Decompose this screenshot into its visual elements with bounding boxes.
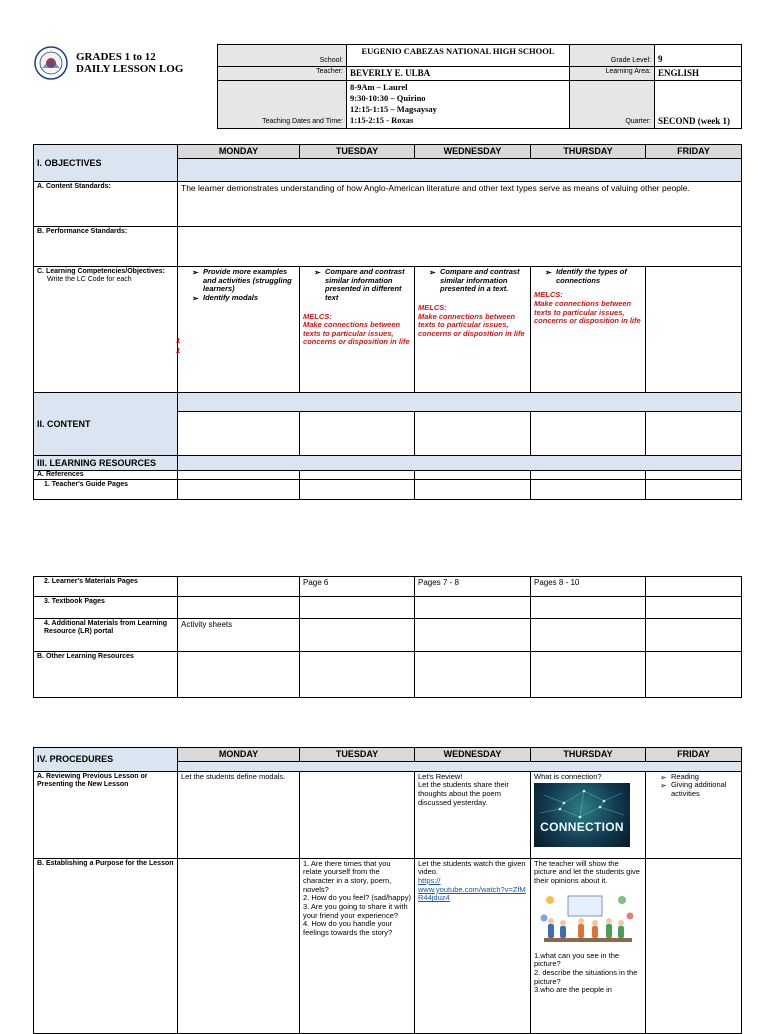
teacher-guide-label: 1. Teacher's Guide Pages <box>34 480 178 500</box>
competency-monday: ➢ Provide more examples and activities (struggling learners) ➢ Identify modals 1 1 <box>178 267 300 393</box>
competency-tuesday: ➢ Compare and contrast similar information presented in different text MELCS: Make connections between texts to particular issues, concerns or disposition in life <box>300 267 415 393</box>
references-label: A. References <box>34 471 178 480</box>
classroom-illustration <box>538 890 638 948</box>
objectives-table <box>33 144 742 500</box>
area-label: Learning Area: <box>570 67 655 81</box>
connection-image: CONNECTION <box>534 783 630 847</box>
day-tuesday: TUESDAY <box>300 145 415 159</box>
content-standards-label: A. Content Standards: <box>34 182 178 227</box>
additional-materials-label: 4. Additional Materials from Learning Resource (LR) portal <box>34 619 178 652</box>
proc-day-friday: FRIDAY <box>646 748 742 762</box>
lesson-log-title: GRADES 1 to 12 DAILY LESSON LOG <box>76 51 184 75</box>
textbook-label: 3. Textbook Pages <box>34 597 178 619</box>
grade-value: 9 <box>655 45 742 67</box>
review-monday: Let the students define modals. <box>178 771 300 858</box>
review-friday: ➢ Reading ➢ Giving additional activities <box>646 771 742 858</box>
lm-tuesday: Page 6 <box>300 577 415 597</box>
proc-day-wednesday: WEDNESDAY <box>415 748 531 762</box>
dates-label: Teaching Dates and Time: <box>218 80 347 128</box>
competency-wednesday: ➢ Compare and contrast similar information presented in a text. MELCS: Make connections between texts to particular issues, concerns or disposition in life <box>415 267 531 393</box>
day-friday: FRIDAY <box>646 145 742 159</box>
purpose-label: B. Establishing a Purpose for the Lesson <box>34 858 178 1033</box>
resources-table <box>33 576 742 698</box>
competency-thursday: ➢ Identify the types of connections MELCS: Make connections between texts to particular issues, concerns or disposition in life <box>531 267 646 393</box>
procedures-table <box>33 747 742 1034</box>
youtube-link[interactable]: https:// www.youtube.com/watch?v=ZfMR44jduz4 <box>418 876 526 903</box>
objectives-section: I. OBJECTIVES <box>34 145 178 182</box>
proc-day-tuesday: TUESDAY <box>300 748 415 762</box>
area-value: ENGLISH <box>655 67 742 81</box>
day-monday: MONDAY <box>178 145 300 159</box>
quarter-label: Quarter: <box>570 80 655 128</box>
purpose-wednesday: Let the students watch the given video. https:// www.youtube.com/watch?v=ZfMR44jduz4 <box>415 858 531 1033</box>
content-standards-text: The learner demonstrates understanding of how Anglo-American literature and other text types serve as means of valuing other people. <box>178 182 742 227</box>
teacher-value: BEVERLY E. ULBA <box>347 67 570 81</box>
other-resources-label: B. Other Learning Resources <box>34 652 178 698</box>
deped-seal <box>34 46 68 80</box>
dates-value: 8-9Am – Laurel 9:30-10:30 – Quirino 12:15-1:15 – Magsaysay 1:15-2:15 - Roxas <box>347 80 570 128</box>
review-wednesday: Let's Review! Let the students share their thoughts about the poem discussed yesterday. <box>415 771 531 858</box>
proc-day-monday: MONDAY <box>178 748 300 762</box>
grade-label: Grade Level: <box>570 45 655 67</box>
school-label: School: <box>218 45 347 67</box>
additional-monday: Activity sheets <box>178 619 300 652</box>
school-value: EUGENIO CABEZAS NATIONAL HIGH SCHOOL <box>347 45 570 67</box>
resources-section: III. LEARNING RESOURCES <box>34 456 178 471</box>
lm-wednesday: Pages 7 - 8 <box>415 577 531 597</box>
quarter-value: SECOND (week 1) <box>655 80 742 128</box>
content-section: II. CONTENT <box>34 393 178 456</box>
stray-marks: 1 1 <box>176 336 181 355</box>
review-thursday: What is connection? CONNECTION <box>531 771 646 858</box>
learner-materials-label: 2. Learner's Materials Pages <box>34 577 178 597</box>
header-table <box>217 44 742 129</box>
procedures-section: IV. PROCEDURES <box>34 748 178 772</box>
performance-standards-label: B. Performance Standards: <box>34 227 178 267</box>
review-lesson-label: A. Reviewing Previous Lesson or Presenting the New Lesson <box>34 771 178 858</box>
purpose-thursday: The teacher will show the picture and let the students give their opinions about it. 1.what can you see in the picture? 2. describe the situations in the picture? 3.who are the people in <box>531 858 646 1033</box>
proc-day-thursday: THURSDAY <box>531 748 646 762</box>
day-wednesday: WEDNESDAY <box>415 145 531 159</box>
competencies-label: C. Learning Competencies/Objectives: Write the LC Code for each <box>34 267 178 393</box>
teacher-label: Teacher: <box>218 67 347 81</box>
lm-thursday: Pages 8 - 10 <box>531 577 646 597</box>
purpose-tuesday: 1. Are there times that you relate yourself from the character in a story, poem, novels? 2. How do you feel? (sad/happy) 3. Are you going to share it with your friend your experience? 4. How do you handle your feelings towards the story? <box>300 858 415 1033</box>
day-thursday: THURSDAY <box>531 145 646 159</box>
